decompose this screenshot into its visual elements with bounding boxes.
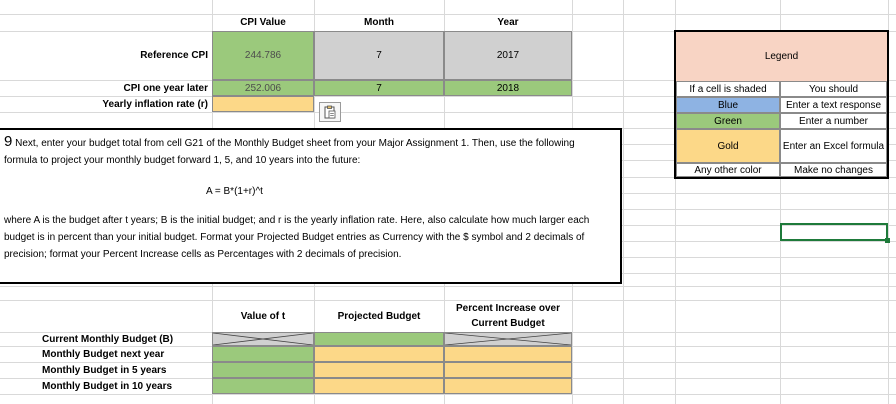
instruction-step-number: 9 [4,133,13,150]
legend-other-swatch[interactable]: Any other color [676,163,780,177]
reference-cpi-value[interactable]: 244.786 [212,31,314,80]
current-percent-cell[interactable] [444,332,572,346]
value-of-t-header[interactable]: Value of t [240,310,286,322]
fill-handle[interactable] [885,238,890,243]
legend-blue-action[interactable]: Enter a text response [780,97,887,113]
five-year-budget-cell[interactable] [314,362,444,378]
row-label-10-years[interactable]: Monthly Budget in 10 years [42,380,173,392]
month-header[interactable]: Month [364,17,394,28]
inflation-rate-label[interactable]: Yearly inflation rate (r) [102,98,208,110]
instruction-formula: A = B*(1+r)^t [206,186,263,197]
cpi-later-year[interactable]: 2018 [444,80,572,96]
legend-col-2-header[interactable]: You should [780,81,887,97]
projected-budget-header[interactable]: Projected Budget [337,310,421,322]
ten-year-budget-cell[interactable] [314,378,444,394]
legend-gold-swatch[interactable]: Gold [676,129,780,163]
next-year-budget-cell[interactable] [314,346,444,362]
percent-increase-header-line-1: Percent Increase over [456,303,560,314]
percent-increase-header-line-2: Current Budget [471,318,545,329]
legend-green-action[interactable]: Enter a number [780,113,887,129]
instructions-textbox[interactable] [0,128,622,284]
cpi-value-header[interactable]: CPI Value [240,17,286,28]
ten-year-t-cell[interactable] [212,378,314,394]
reference-cpi-month[interactable]: 7 [314,31,444,80]
cpi-later-label[interactable]: CPI one year later [123,82,208,94]
legend-col-1-header[interactable]: If a cell is shaded [676,81,780,97]
percent-increase-header[interactable] [444,300,572,332]
paste-options-button[interactable] [319,102,341,122]
reference-cpi-label[interactable]: Reference CPI [140,50,208,61]
clipboard-icon [323,105,337,119]
year-header[interactable]: Year [497,17,519,28]
next-year-t-cell[interactable] [212,346,314,362]
gridline [0,286,896,287]
next-year-percent-cell[interactable] [444,346,572,362]
five-year-percent-cell[interactable] [444,362,572,378]
row-label-5-years[interactable]: Monthly Budget in 5 years [42,364,167,376]
current-budget-cell[interactable] [314,332,444,346]
current-t-cell[interactable] [212,332,314,346]
legend-green-swatch[interactable]: Green [676,113,780,129]
instruction-line-5: precision; format your Percent Increase cells as Percentages with 2 decimals of precision. [4,249,402,260]
gridline [0,394,896,395]
legend-other-action[interactable]: Make no changes [780,163,887,177]
gridline [623,0,624,404]
cpi-later-value[interactable]: 252.006 [212,80,314,96]
reference-cpi-year[interactable]: 2017 [444,31,572,80]
instruction-line-3: where A is the budget after t years; B is the initial budget; and r is the yearly inflation rate. Here, also calculate how much larger each [4,215,590,226]
instruction-line-2: formula to project your monthly budget forward 1, 5, and 10 years into the future: [4,155,361,166]
legend-box [674,30,889,179]
legend-gold-action[interactable]: Enter an Excel formula [780,129,887,163]
instruction-line-1: Next, enter your budget total from cell G21 of the Monthly Budget sheet from your Major Assignment 1. Then, use the following [12,138,575,149]
row-label-next-year[interactable]: Monthly Budget next year [42,348,165,360]
cpi-later-month[interactable]: 7 [314,80,444,96]
row-label-current-budget[interactable]: Current Monthly Budget (B) [42,333,174,345]
five-year-t-cell[interactable] [212,362,314,378]
inflation-rate-cell[interactable] [212,96,314,112]
instruction-line-4: budget is in percent than your initial budget. Format your Projected Budget entries as Currency with the $ symbol and 2 decimals of [4,232,585,243]
legend-blue-swatch[interactable]: Blue [676,97,780,113]
ten-year-percent-cell[interactable] [444,378,572,394]
crossed-out-marker [445,333,571,345]
active-cell-selection[interactable] [780,223,888,241]
legend-title[interactable]: Legend [676,32,887,81]
crossed-out-marker [213,333,313,345]
